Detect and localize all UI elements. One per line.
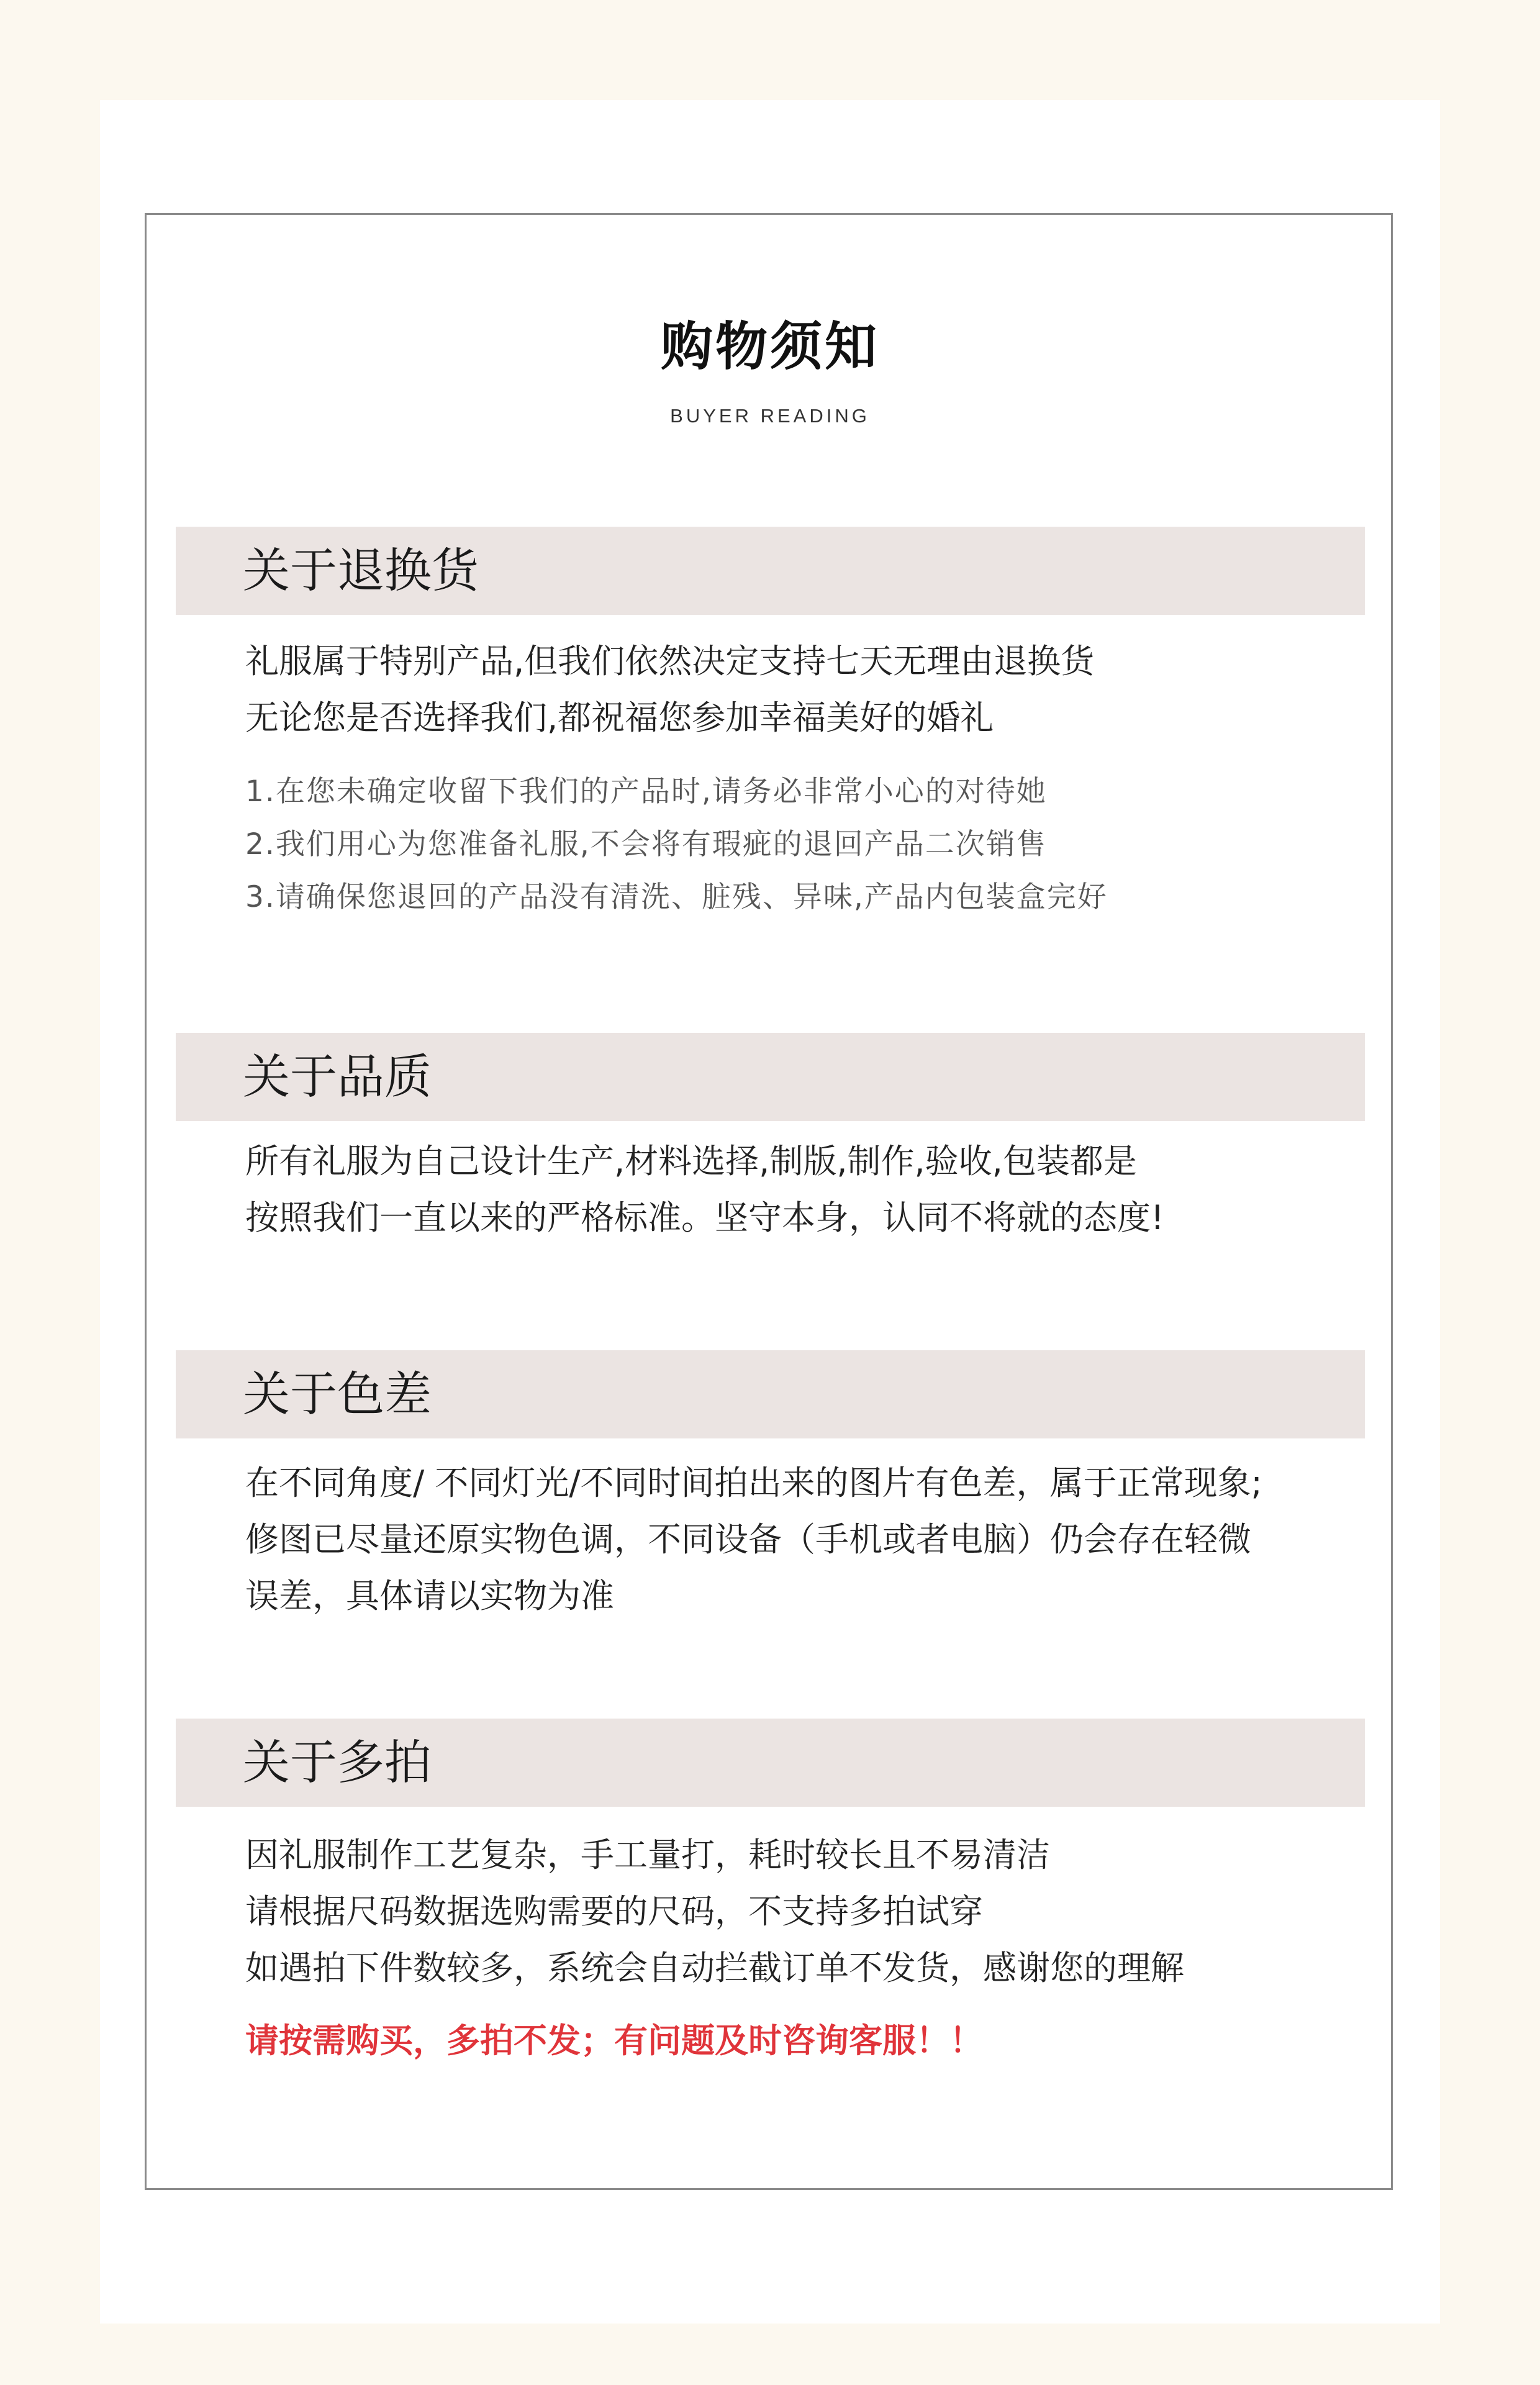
purchase-warning: 请按需购买，多拍不发；有问题及时咨询客服！！ bbox=[245, 2021, 983, 2060]
paragraph-line: 所有礼服为自己设计生产,材料选择,制版,制作,验收,包装都是 bbox=[245, 1142, 1137, 1181]
paragraph-line: 如遇拍下件数较多，系统会自动拦截订单不发货，感谢您的理解 bbox=[245, 1948, 1184, 1988]
section-heading-multiple-orders: 关于多拍 bbox=[243, 1735, 432, 1790]
section-bar-color-difference bbox=[176, 1350, 1365, 1438]
paragraph-line: 请根据尺码数据选购需要的尺码，不支持多拍试穿 bbox=[245, 1892, 983, 1931]
paragraph-line: 因礼服制作工艺复杂，手工量打，耗时较长且不易清洁 bbox=[245, 1835, 1050, 1874]
color-difference-paragraphs bbox=[245, 1455, 1363, 1624]
note-line: 3.请确保您退回的产品没有清洗、脏残、异味,产品内包装盒完好 bbox=[245, 880, 1108, 914]
section-heading-quality: 关于品质 bbox=[243, 1049, 432, 1104]
paragraph-line: 在不同角度/ 不同灯光/不同时间拍出来的图片有色差，属于正常现象; bbox=[245, 1463, 1262, 1502]
section-bar-quality bbox=[176, 1033, 1365, 1121]
returns-paragraphs bbox=[245, 633, 1363, 746]
multiple-orders-paragraphs bbox=[245, 1827, 1363, 1996]
paragraph-line: 礼服属于特别产品,但我们依然决定支持七天无理由退换货 bbox=[245, 642, 1095, 681]
section-bar-multiple-orders bbox=[176, 1719, 1365, 1807]
returns-notes bbox=[245, 765, 1363, 924]
section-heading-returns: 关于退换货 bbox=[243, 543, 479, 598]
paragraph-line: 误差，具体请以实物为准 bbox=[245, 1576, 614, 1615]
quality-paragraphs bbox=[245, 1133, 1363, 1246]
paragraph-line: 无论您是否选择我们,都祝福您参加幸福美好的婚礼 bbox=[245, 698, 994, 737]
paragraph-line: 按照我们一直以来的严格标准。坚守本身，认同不将就的态度! bbox=[245, 1198, 1164, 1237]
note-line: 1.在您未确定收留下我们的产品时,请务必非常小心的对待她 bbox=[245, 775, 1047, 809]
section-heading-color-difference: 关于色差 bbox=[243, 1366, 432, 1422]
note-line: 2.我们用心为您准备礼服,不会将有瑕疵的退回产品二次销售 bbox=[245, 827, 1047, 861]
page-subtitle: BUYER READING bbox=[670, 405, 870, 427]
section-bar-returns bbox=[176, 527, 1365, 615]
paragraph-line: 修图已尽量还原实物色调，不同设备（手机或者电脑）仍会存在轻微 bbox=[245, 1520, 1251, 1559]
page-title: 购物须知 bbox=[660, 316, 879, 377]
